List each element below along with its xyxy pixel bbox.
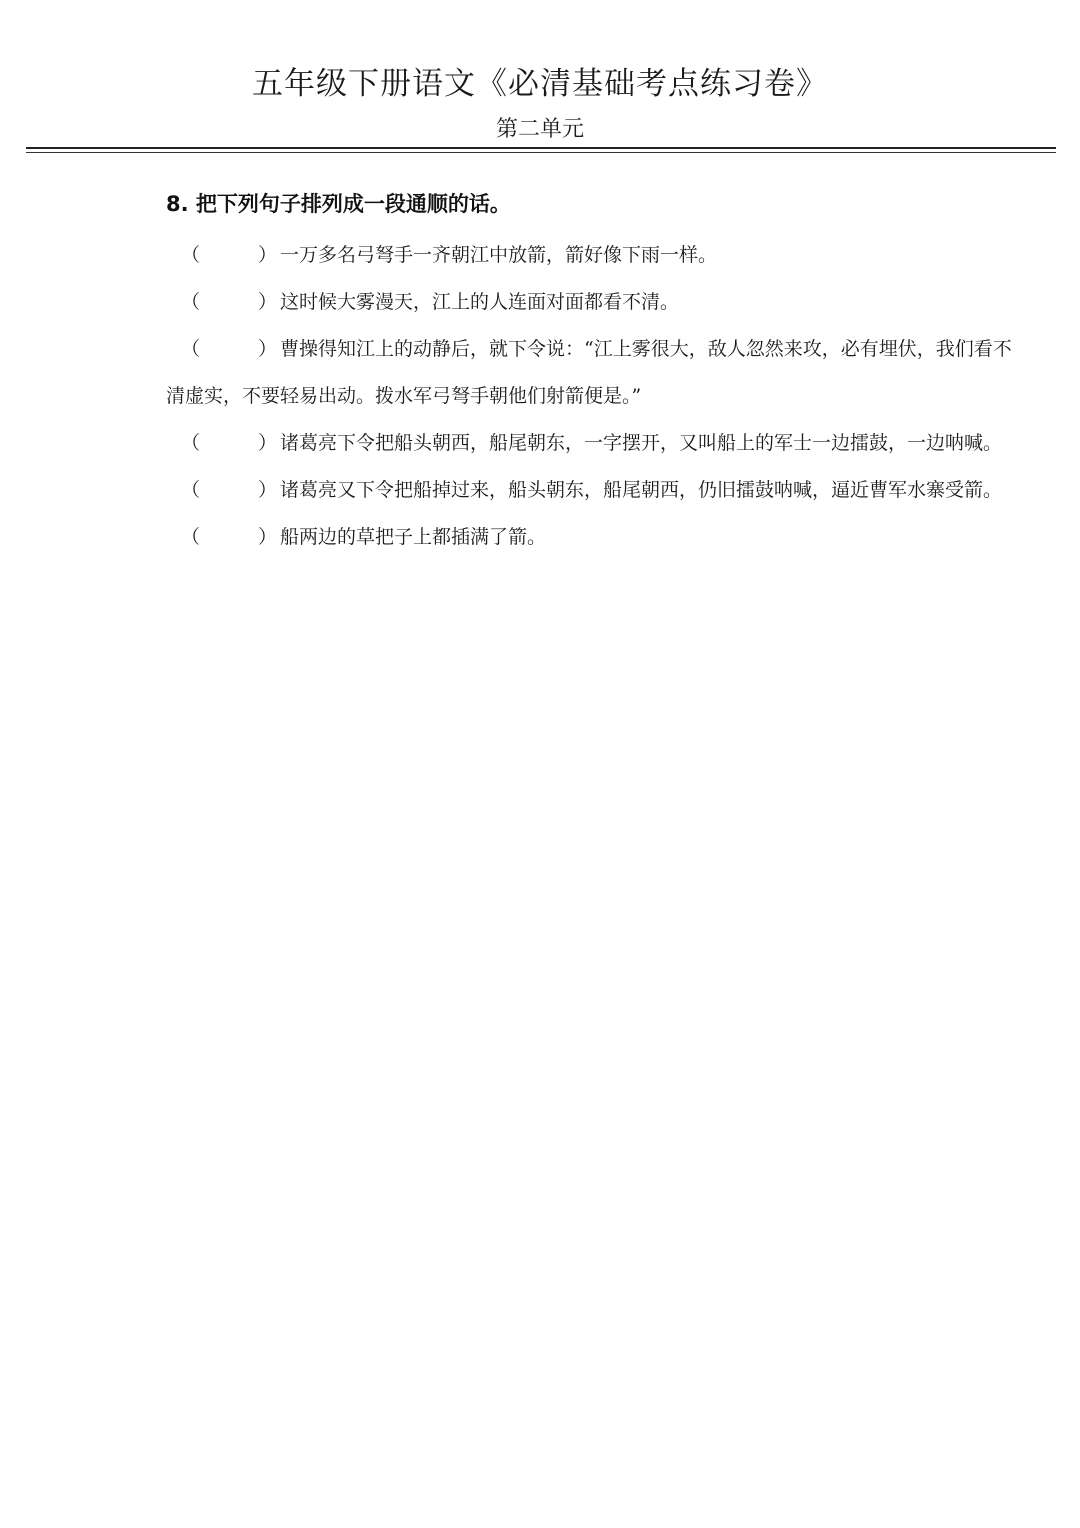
answer-blank-close: ） — [258, 244, 278, 266]
sentence-text: 诸葛亮下令把船头朝西，船尾朝东，一字摆开，又叫船上的军士一边擂鼓，一边呐喊。 — [280, 432, 1003, 454]
sentence-item — [166, 279, 1016, 326]
answer-blank-open: （ — [180, 291, 200, 313]
answer-blank-open: （ — [180, 479, 200, 501]
sentence-text: 这时候大雾漫天，江上的人连面对面都看不清。 — [280, 291, 680, 313]
sentence-item — [166, 467, 1016, 514]
header-rule-thick — [26, 147, 1056, 149]
header-rule-thin — [26, 152, 1056, 153]
answer-blank-close: ） — [258, 479, 278, 501]
sentence-text: 一万多名弓弩手一齐朝江中放箭，箭好像下雨一样。 — [280, 244, 718, 266]
sentence-text: 船两边的草把子上都插满了箭。 — [280, 526, 547, 548]
answer-blank-close: ） — [258, 432, 278, 454]
sentence-list — [166, 232, 1016, 561]
answer-blank-open: （ — [180, 526, 200, 548]
answer-blank-close: ） — [258, 526, 278, 548]
page-subtitle: 第二单元 — [495, 117, 584, 142]
page-title: 五年级下册语文《必清基础考点练习卷》 — [252, 66, 828, 102]
sentence-item — [166, 420, 1016, 467]
sentence-text: 诸葛亮又下令把船掉过来，船头朝东，船尾朝西，仍旧擂鼓呐喊，逼近曹军水寨受箭。 — [280, 479, 1003, 501]
question-title: 8. 把下列句子排列成一段通顺的话。 — [166, 192, 511, 216]
sentence-item — [166, 326, 1016, 420]
answer-blank-open: （ — [180, 244, 200, 266]
sentence-item — [166, 514, 1016, 561]
sentence-text: 曹操得知江上的动静后，就下令说：“江上雾很大，敌人忽然来攻，必有埋伏，我们看不清虚实，不要轻易出动。拨水军弓弩手朝他们射箭便是。” — [166, 338, 1012, 407]
answer-blank-open: （ — [180, 338, 200, 360]
answer-blank-close: ） — [258, 291, 278, 313]
sentence-item — [166, 232, 1016, 279]
answer-blank-close: ） — [258, 338, 278, 360]
answer-blank-open: （ — [180, 432, 200, 454]
